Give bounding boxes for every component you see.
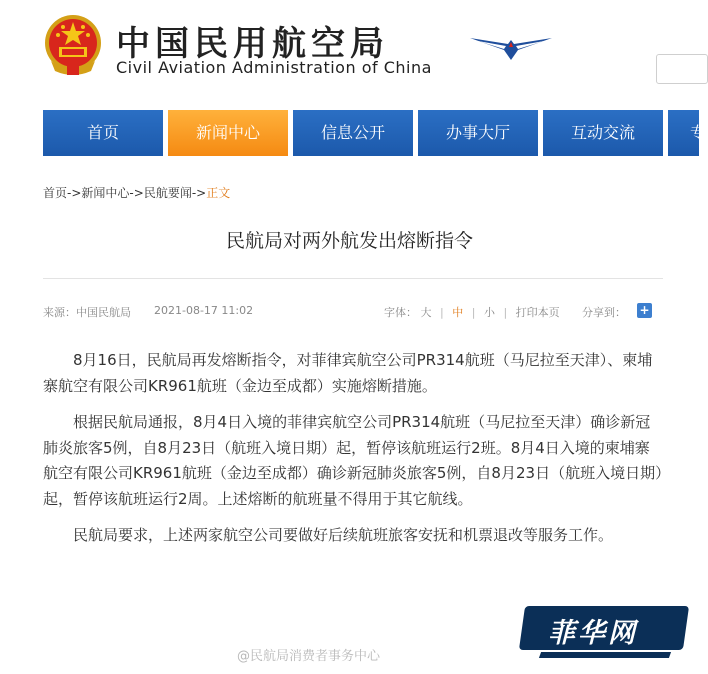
site-title-en: Civil Aviation Administration of China — [116, 58, 432, 77]
font-size-small[interactable]: 小 — [483, 306, 495, 319]
breadcrumb-separator: -> — [191, 186, 207, 200]
title-divider — [43, 278, 663, 279]
share-plus-icon[interactable]: + — [637, 303, 652, 318]
breadcrumb-separator: -> — [129, 186, 144, 200]
article-date: 2021-08-17 11:02 — [154, 304, 254, 317]
font-size-large[interactable]: 大 — [420, 306, 432, 319]
site-header — [0, 0, 699, 100]
article-paragraph: 民航局要求，上述两家航空公司要做好后续航班旅客安抚和机票退改等服务工作。 — [73, 526, 614, 544]
pipe-divider: | — [503, 306, 508, 319]
nav-item-services[interactable]: 办事大厅 — [418, 110, 538, 156]
national-emblem-icon — [43, 13, 103, 77]
article-paragraph: 根据民航局通报，8月4日入境的菲律宾航空公司PR314航班（马尼拉至天津）确诊新冠肺炎旅客5例，自8月23日（航班入境日期）起，暂停该航班运行2班。8月4日入境的柬埔寨航空有限公司KR961航班（金边至成都）确诊新冠肺炎旅客5例，自8月23日（航班入境日期）起，暂停该航班运行2周。上述熔断的航班量不得用于其它航线。 — [43, 413, 663, 508]
breadcrumb-separator: -> — [67, 186, 82, 200]
article-body — [43, 348, 663, 560]
nav-item-info[interactable]: 信息公开 — [293, 110, 413, 156]
weibo-watermark: @民航局消费者事务中心 — [237, 649, 381, 664]
article-paragraph: 8月16日，民航局再发熔断指令，对菲律宾航空公司PR314航班（马尼拉至天津）、柬埔寨航空有限公司KR961航班（金边至成都）实施熔断措施。 — [43, 351, 653, 395]
pipe-divider: | — [471, 306, 476, 319]
nav-item-home[interactable]: 首页 — [43, 110, 163, 156]
site-watermark-underline — [539, 652, 671, 658]
font-size-controls — [384, 304, 560, 320]
breadcrumb-news[interactable]: 新闻中心 — [81, 186, 130, 200]
article-title: 民航局对两外航发出熔断指令 — [225, 230, 473, 252]
breadcrumb-current: 正文 — [206, 186, 231, 200]
share-label: 分享到： — [582, 306, 626, 319]
nav-item-interaction[interactable]: 互动交流 — [543, 110, 663, 156]
breadcrumb-home[interactable]: 首页 — [43, 186, 68, 200]
font-size-label: 字体： — [384, 306, 417, 319]
font-size-medium[interactable]: 中 — [452, 306, 464, 319]
breadcrumb-aviation-news[interactable]: 民航要闻 — [143, 186, 192, 200]
caac-wings-logo — [468, 30, 554, 66]
article-meta — [43, 304, 663, 322]
print-link[interactable]: 打印本页 — [515, 306, 560, 319]
site-title-cn: 中国民用航空局 — [116, 24, 389, 64]
nav-item-news[interactable]: 新闻中心 — [168, 110, 288, 156]
nav-item-special[interactable]: 专 — [668, 110, 699, 156]
breadcrumb — [43, 184, 230, 201]
search-input[interactable] — [656, 54, 708, 84]
main-nav — [0, 110, 707, 156]
pipe-divider: | — [440, 306, 444, 319]
article-source: 来源：中国民航局 — [43, 306, 131, 319]
site-watermark-text: 菲华网 — [548, 618, 638, 649]
